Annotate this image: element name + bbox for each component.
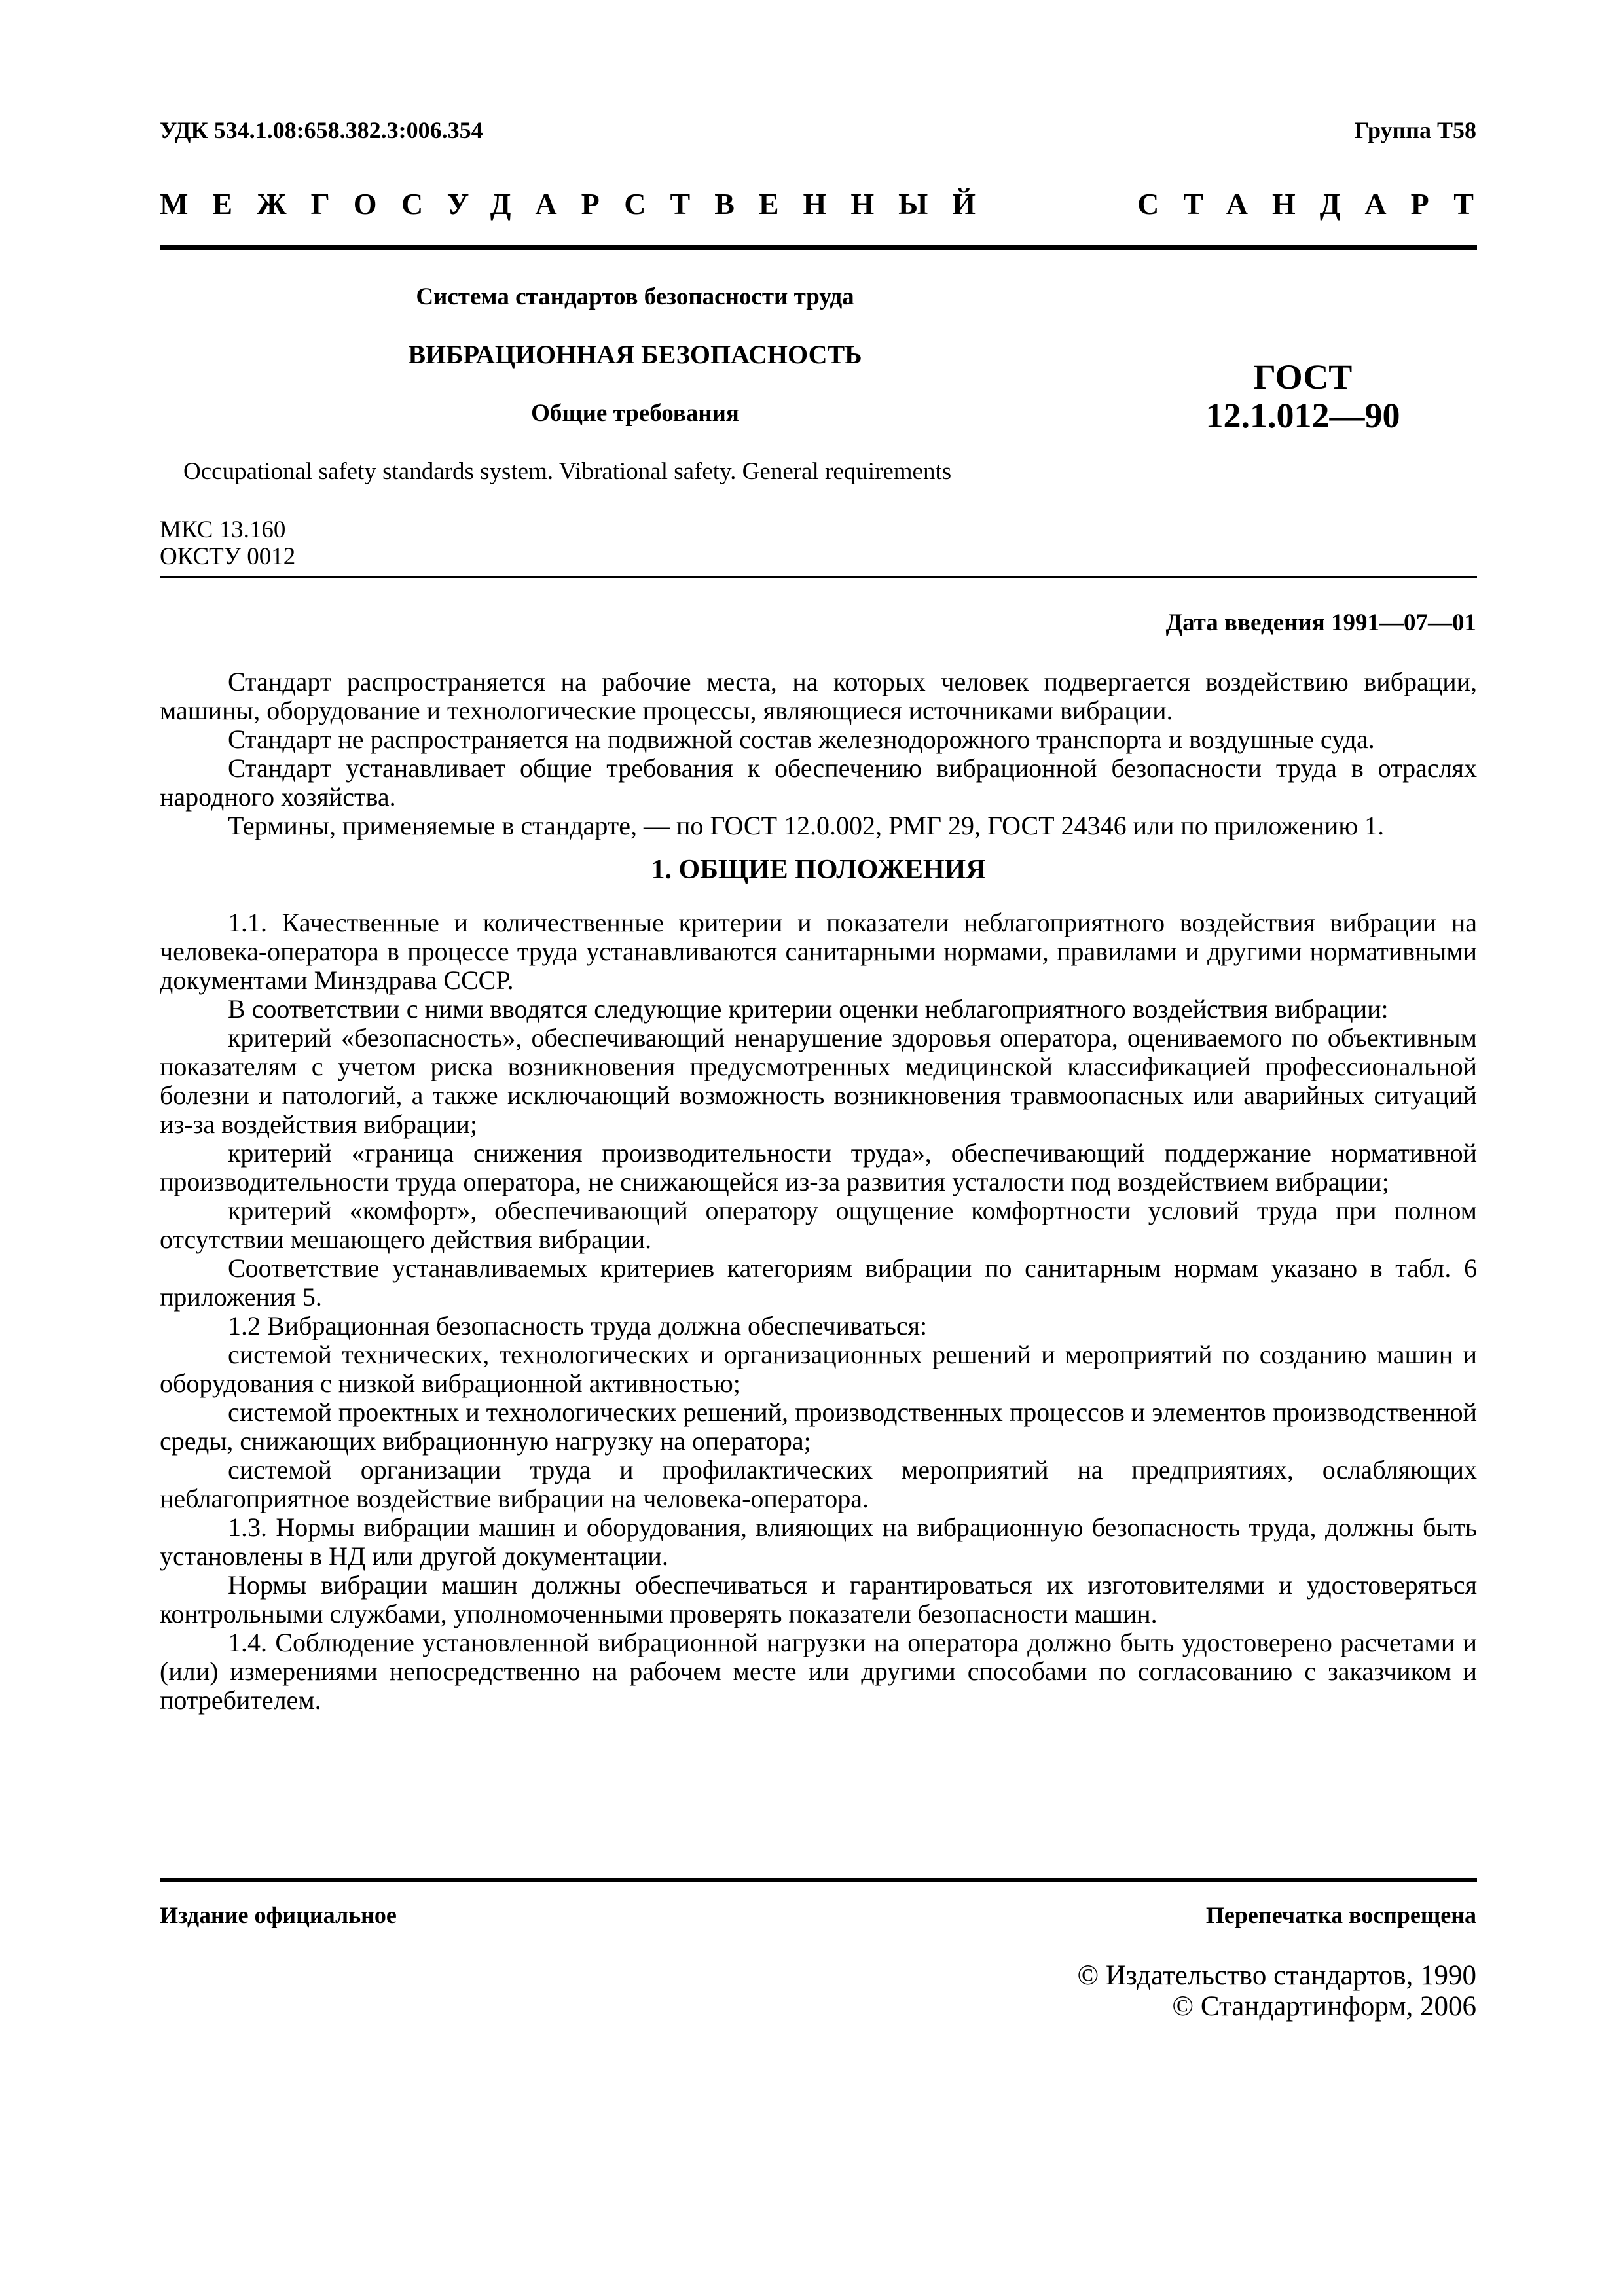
- section-paragraph: 1.3. Нормы вибрации машин и оборудования, влияющих на вибрационную безопасность труда, должны быть установлены в НД или другой документации.: [160, 1513, 1477, 1571]
- document-subtitle: Общие требования: [531, 400, 739, 427]
- banner-word-interstate: МЕЖГОСУДАРСТВЕННЫЙ: [160, 187, 1000, 221]
- gost-designation: [1139, 358, 1467, 436]
- gost-label: ГОСТ: [1253, 357, 1353, 397]
- mks-code: МКС 13.160: [160, 516, 286, 543]
- section-paragraph: критерий «безопасность», обеспечивающий ненарушение здоровья оператора, оцениваемого по объективным показателям с учетом риска возникновения предусмотренных медицинской классификацией профессиональной болезни и патологий, а также исключающий возможность возникновения травмоопасных или аварийных ситуаций из-за воздействия вибрации;: [160, 1023, 1477, 1139]
- section-paragraph: В соответствии с ними вводятся следующие критерии оценки неблагоприятного воздействия вибрации:: [228, 994, 1389, 1024]
- banner-word-standard: СТАНДАРТ: [1137, 187, 1498, 221]
- section-paragraph: критерий «комфорт», обеспечивающий оператору ощущение комфортности условий труда при полном отсутствии мешающего действия вибрации.: [160, 1196, 1477, 1255]
- section-paragraph: 1.4. Соблюдение установленной вибрационной нагрузки на оператора должно быть удостоверено расчетами и (или) измерениями непосредственно на рабочем месте или другими способами по согласованию с заказчиком и потребителем.: [160, 1628, 1477, 1715]
- group-code: Группа Т58: [1354, 117, 1476, 143]
- intro-paragraph: Стандарт не распространяется на подвижной состав железнодорожного транспорта и воздушные суда.: [228, 725, 1375, 754]
- udk-code: УДК 534.1.08:658.382.3:006.354: [160, 117, 483, 143]
- copyright-line: © Стандартинформ, 2006: [1172, 1991, 1476, 2022]
- document-body: [160, 668, 1477, 1715]
- gost-number: 12.1.012—90: [1205, 396, 1400, 436]
- classification-codes: [160, 517, 295, 570]
- intro-paragraph: Термины, применяемые в стандарте, — по ГОСТ 12.0.002, РМГ 29, ГОСТ 24346 или по приложению 1.: [228, 811, 1385, 840]
- copyright-block: [1077, 1960, 1476, 2022]
- reprint-prohibited: Перепечатка воспрещена: [1205, 1902, 1476, 1928]
- system-title: Система стандартов безопасности труда: [416, 283, 854, 310]
- section-paragraph: Нормы вибрации машин должны обеспечиваться и гарантироваться их изготовителями и удостоверяться контрольными службами, уполномоченными проверять показатели безопасности машин.: [160, 1570, 1477, 1629]
- intro-paragraph: Стандарт устанавливает общие требования к обеспечению вибрационной безопасности труда в отраслях народного хозяйства.: [160, 753, 1477, 812]
- header-rule: [160, 245, 1477, 250]
- section-paragraph: критерий «граница снижения производительности труда», обеспечивающий поддержание нормативной производительности труда оператора, не снижающейся из-за развития усталости под воздействием вибрации;: [160, 1138, 1477, 1197]
- official-edition: Издание официальное: [160, 1902, 397, 1928]
- section-paragraph: 1.2 Вибрационная безопасность труда должна обеспечиваться:: [228, 1311, 928, 1341]
- okstu-code: ОКСТУ 0012: [160, 543, 296, 570]
- section-paragraph: 1.1. Качественные и количественные критерии и показатели неблагоприятного воздействия вибрации на человека-оператора в процессе труда устанавливаются санитарными нормами, правилами и другими нормативными документами Минздрава СССР.: [160, 908, 1477, 996]
- document-title: ВИБРАЦИОННАЯ БЕЗОПАСНОСТЬ: [408, 340, 862, 369]
- footer-rule: [160, 1878, 1477, 1882]
- copyright-line: © Издательство стандартов, 1990: [1077, 1960, 1476, 1991]
- section-paragraph: системой технических, технологических и организационных решений и мероприятий по созданию машин и оборудования с низкой вибрационной активностью;: [160, 1340, 1477, 1399]
- section-paragraph: системой проектных и технологических решений, производственных процессов и элементов производственной среды, снижающих вибрационную нагрузку на оператора;: [160, 1397, 1477, 1456]
- codes-rule: [160, 576, 1477, 578]
- section-heading: 1. ОБЩИЕ ПОЛОЖЕНИЯ: [651, 855, 986, 885]
- intro-paragraph: Стандарт распространяется на рабочие места, на которых человек подвергается воздействию вибрации, машины, оборудование и технологические процессы, являющиеся источниками вибрации.: [160, 667, 1477, 725]
- date-of-introduction: Дата введения 1991—07—01: [1165, 609, 1476, 636]
- section-paragraph: Соответствие устанавливаемых критериев категориям вибрации по санитарным нормам указано в табл. 6 приложения 5.: [160, 1253, 1477, 1312]
- section-paragraph: системой организации труда и профилактических мероприятий на предприятиях, ослабляющих неблагоприятное воздействие вибрации на человека-оператора.: [160, 1455, 1477, 1514]
- english-title: Occupational safety standards system. Vibrational safety. General requirements: [183, 458, 952, 485]
